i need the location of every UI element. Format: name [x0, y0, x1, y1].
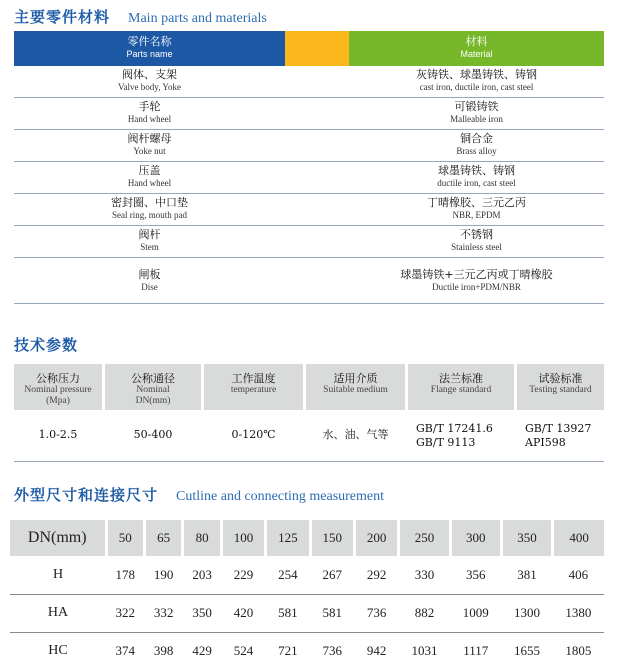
part-name-en: Hand wheel	[127, 114, 172, 124]
dims-value-cell: 1031	[399, 632, 450, 670]
part-name-cell	[14, 226, 285, 257]
dims-value-cell: 1009	[450, 594, 501, 632]
parts-name-header: 零件名称 Parts name	[14, 31, 285, 66]
dims-value-cell: 429	[183, 632, 221, 670]
dims-value-cell: 581	[310, 594, 354, 632]
dims-value-cell: 1655	[501, 632, 552, 670]
parts-row	[14, 130, 604, 162]
dims-value-cell: 330	[399, 556, 450, 594]
material-cn: 不锈钢	[460, 228, 493, 241]
dims-title-en: Cutline and connecting measurement	[176, 489, 385, 504]
dn-header-cell: 300	[450, 520, 501, 556]
material-cell	[349, 194, 604, 225]
dn-header-cell: 150	[310, 520, 354, 556]
dims-value-cell: 721	[266, 632, 310, 670]
part-name-cell	[14, 162, 285, 193]
tech-value-cell	[306, 410, 405, 461]
tech-title-cn: 技术参数	[14, 336, 79, 354]
part-name-cn: 手轮	[138, 100, 161, 113]
tech-params-row	[14, 410, 604, 462]
tech-header-cn: 适用介质	[333, 372, 378, 385]
material-en: Ductile iron+PDM/NBR	[432, 282, 521, 292]
dims-row-label: HC	[10, 632, 106, 670]
tech-value-cell	[14, 410, 102, 461]
spacer-cell	[285, 98, 349, 129]
dims-value-cell: 350	[183, 594, 221, 632]
dims-title-cn: 外型尺寸和连接尺寸	[14, 486, 159, 504]
material-cell	[349, 162, 604, 193]
dims-value-cell: 203	[183, 556, 221, 594]
part-name-en: Valve body, Yoke	[118, 82, 181, 92]
parts-row	[14, 66, 604, 98]
part-name-cn: 阀体、支架	[122, 68, 177, 81]
part-name-cn: 密封圈、中口垫	[111, 196, 188, 209]
tech-section-title	[14, 334, 78, 355]
material-cn: 灰铸铁、球墨铸铁、铸钢	[416, 68, 537, 81]
tech-value-line1: 水、油、气等	[322, 428, 389, 441]
dims-row	[10, 594, 604, 632]
part-name-en: Stem	[140, 242, 159, 252]
material-cell	[349, 258, 604, 303]
dn-header-cell: 250	[399, 520, 450, 556]
part-name-cell	[14, 66, 285, 97]
tech-header-cell	[306, 364, 405, 410]
dims-row-label: H	[10, 556, 106, 594]
parts-title-cn: 主要零件材料	[14, 8, 111, 26]
tech-header-en2: DN(mm)	[135, 396, 171, 406]
tech-header-en: Flange standard	[430, 385, 492, 395]
tech-header-cell	[408, 364, 514, 410]
tech-value-cell	[105, 410, 201, 461]
parts-row	[14, 226, 604, 258]
parts-title-en: Main parts and materials	[128, 11, 267, 26]
part-name-en: Seal ring, mouth pad	[112, 210, 187, 220]
tech-header-cn: 试验标准	[538, 372, 583, 385]
dn-header-cell: 200	[354, 520, 398, 556]
dn-header-cell: 80	[183, 520, 221, 556]
tech-header-cell	[14, 364, 102, 410]
tech-value-line2: API598	[525, 436, 566, 449]
spacer-cell	[285, 66, 349, 97]
tech-params-table	[14, 364, 604, 462]
tech-header-en2: (Mpa)	[46, 396, 70, 406]
tech-value-line1: 50-400	[133, 428, 173, 441]
tech-header-cn: 法兰标准	[439, 372, 483, 385]
tech-value-cell	[517, 410, 604, 461]
parts-section-title	[14, 6, 267, 27]
part-name-en: Yoke nut	[133, 146, 166, 156]
dims-value-cell: 524	[221, 632, 265, 670]
spacer-cell	[285, 226, 349, 257]
spacer-cell	[285, 258, 349, 303]
tech-header-en: temperature	[230, 385, 277, 395]
tech-value-cell	[204, 410, 303, 461]
part-name-cn: 阀杆螺母	[127, 132, 172, 145]
part-name-cn: 压盖	[138, 164, 161, 177]
tech-header-en: Testing standard	[529, 385, 592, 395]
material-en: Malleable iron	[450, 114, 503, 124]
dims-value-cell: 356	[450, 556, 501, 594]
material-cn: 铜合金	[460, 132, 493, 145]
dims-value-cell: 1805	[553, 632, 604, 670]
dims-value-cell: 374	[106, 632, 144, 670]
dims-value-cell: 1300	[501, 594, 552, 632]
material-cn: 球墨铸铁、铸钢	[438, 164, 515, 177]
dims-header-row	[10, 520, 604, 556]
part-name-cn: 闸板	[138, 268, 161, 281]
material-cell	[349, 226, 604, 257]
dims-row	[10, 632, 604, 670]
parts-table	[14, 31, 604, 304]
dims-value-cell: 178	[106, 556, 144, 594]
material-header: 材料 Material	[349, 31, 604, 66]
spacer-cell	[285, 130, 349, 161]
material-cn: 丁晴橡胶、三元乙丙	[427, 196, 526, 209]
dims-value-cell: 322	[106, 594, 144, 632]
parts-row	[14, 162, 604, 194]
part-name-cell	[14, 194, 285, 225]
tech-value-line1: GB/T 13927	[525, 422, 592, 435]
tech-header-cn: 公称压力	[36, 372, 80, 385]
part-name-cell	[14, 130, 285, 161]
parts-row	[14, 194, 604, 226]
parts-rows	[14, 66, 604, 304]
dims-value-cell: 292	[354, 556, 398, 594]
dims-value-cell: 581	[266, 594, 310, 632]
material-en: NBR, EPDM	[452, 210, 501, 220]
dims-value-cell: 398	[144, 632, 182, 670]
dn-header-cell: 350	[501, 520, 552, 556]
part-name-cn: 阀杆	[138, 228, 161, 241]
part-name-en: Dise	[141, 282, 158, 292]
tech-value-cell	[408, 410, 514, 461]
dims-section-title	[14, 484, 384, 505]
tech-header-en: Suitable medium	[323, 385, 388, 395]
dims-value-cell: 267	[310, 556, 354, 594]
tech-header-cell	[105, 364, 201, 410]
material-en: Brass alloy	[456, 146, 497, 156]
dims-value-cell: 229	[221, 556, 265, 594]
tech-header-en: Nominal	[136, 385, 170, 395]
part-name-cell	[14, 258, 285, 303]
spacer-cell	[285, 194, 349, 225]
tech-value-line1: 0-120℃	[231, 428, 276, 441]
dims-value-cell: 254	[266, 556, 310, 594]
dims-value-cell: 942	[354, 632, 398, 670]
dn-header-cell: 50	[106, 520, 144, 556]
dn-header-cell: 400	[553, 520, 604, 556]
dims-value-cell: 381	[501, 556, 552, 594]
part-name-en: Hand wheel	[127, 178, 172, 188]
tech-value-line1: GB/T 17241.6	[416, 422, 493, 435]
material-cell	[349, 98, 604, 129]
header-accent-block	[285, 31, 349, 66]
tech-header-cn: 工作温度	[231, 372, 276, 385]
part-name-cell	[14, 98, 285, 129]
material-cell	[349, 66, 604, 97]
dims-row-label: HA	[10, 594, 106, 632]
material-en: ductile iron, cast steel	[437, 178, 516, 188]
tech-params-header	[14, 364, 604, 410]
dims-value-cell: 420	[221, 594, 265, 632]
dims-value-cell: 882	[399, 594, 450, 632]
dimensions-table	[10, 520, 604, 670]
tech-value-line1: 1.0-2.5	[38, 428, 78, 441]
dims-value-cell: 736	[354, 594, 398, 632]
dn-header-cell: 125	[266, 520, 310, 556]
tech-header-cell	[204, 364, 303, 410]
tech-header-cell	[517, 364, 604, 410]
parts-row	[14, 258, 604, 304]
spacer-cell	[285, 162, 349, 193]
dn-header-cell: 65	[144, 520, 182, 556]
dims-value-cell: 736	[310, 632, 354, 670]
dims-value-cell: 406	[553, 556, 604, 594]
parts-row	[14, 98, 604, 130]
tech-header-en: Nominal pressure	[24, 385, 92, 395]
material-cn: 球墨铸铁+三元乙丙或丁晴橡胶	[400, 268, 553, 281]
dims-value-cell: 1380	[553, 594, 604, 632]
dims-value-cell: 1117	[450, 632, 501, 670]
tech-value-line2: GB/T 9113	[416, 436, 476, 449]
material-en: Stainless steel	[451, 242, 502, 252]
dn-header-label: DN(mm)	[10, 520, 106, 556]
material-cn: 可锻铸铁	[454, 100, 499, 113]
dn-header-cell: 100	[221, 520, 265, 556]
material-en: cast iron, ductile iron, cast steel	[419, 82, 534, 92]
tech-header-cn: 公称通径	[131, 372, 175, 385]
material-cell	[349, 130, 604, 161]
dims-row	[10, 556, 604, 594]
parts-table-header	[14, 31, 604, 66]
dims-value-cell: 332	[144, 594, 182, 632]
dims-value-cell: 190	[144, 556, 182, 594]
